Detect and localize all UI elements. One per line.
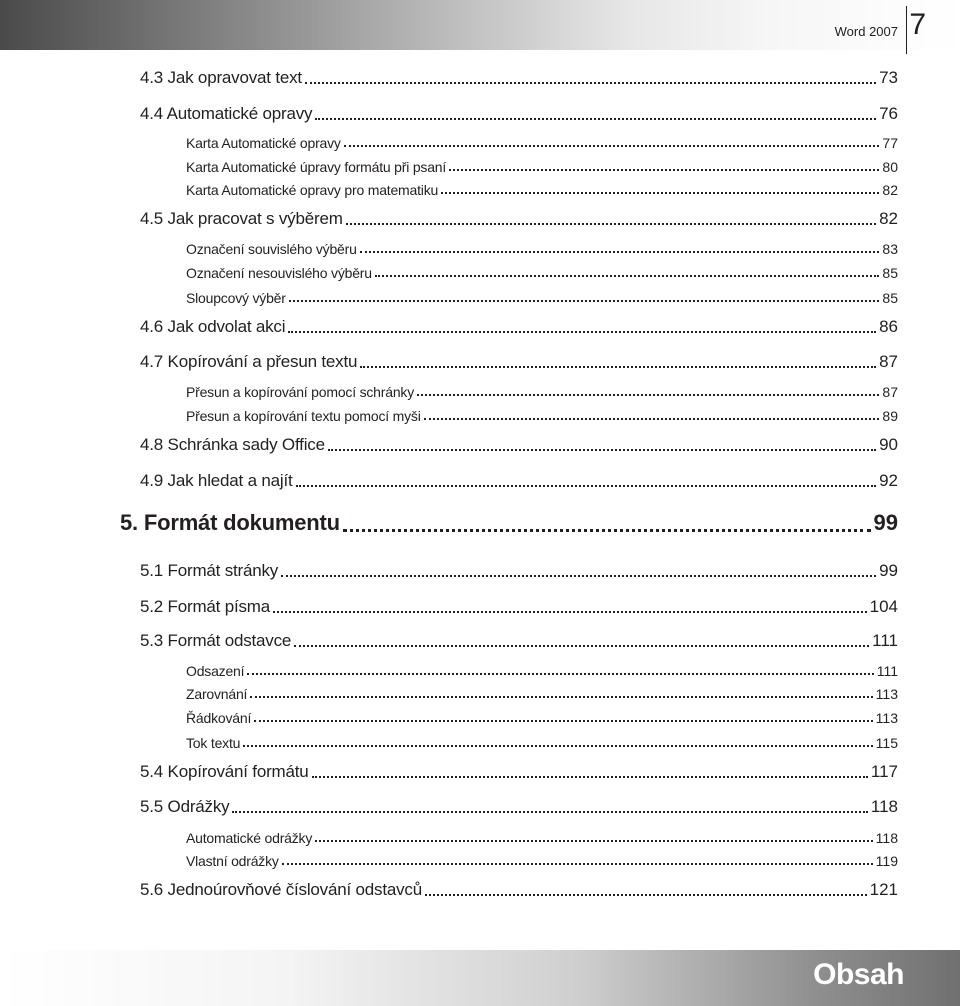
toc-entry[interactable] bbox=[186, 133, 898, 151]
dot-leader bbox=[441, 192, 879, 194]
dot-leader bbox=[281, 575, 876, 577]
toc-entry[interactable] bbox=[140, 795, 898, 817]
toc-entry[interactable] bbox=[140, 207, 898, 229]
toc-entry-title: 4.6 Jak odvolat akci bbox=[140, 317, 286, 336]
dot-leader bbox=[296, 485, 877, 487]
toc-entry[interactable] bbox=[186, 733, 898, 751]
toc-entry-title: 5.6 Jednoúrovňové číslování odstavců bbox=[140, 880, 422, 899]
toc-entry-page: 111 bbox=[872, 631, 898, 650]
toc-entry[interactable] bbox=[140, 878, 898, 900]
toc-entry-title: 5.1 Formát stránky bbox=[140, 561, 279, 580]
running-header-title: Word 2007 bbox=[834, 24, 898, 39]
toc-entry-title: Řádkování bbox=[186, 710, 252, 726]
toc-entry[interactable] bbox=[186, 157, 898, 175]
dot-leader bbox=[417, 394, 879, 396]
dot-leader bbox=[346, 223, 876, 225]
toc-entry-page: 86 bbox=[879, 317, 898, 336]
dot-leader bbox=[449, 169, 879, 171]
toc-entry-title: Karta Automatické úpravy formátu při psaní bbox=[186, 159, 447, 175]
toc-entry-page: 77 bbox=[882, 135, 898, 151]
dot-leader bbox=[375, 275, 880, 277]
toc-entry-page: 83 bbox=[882, 241, 898, 257]
toc-entry-title: 5.5 Odrážky bbox=[140, 797, 230, 816]
toc-entry[interactable] bbox=[186, 288, 898, 306]
toc-entry-page: 85 bbox=[882, 265, 898, 281]
toc-entry[interactable] bbox=[186, 263, 898, 281]
toc-entry-title: Karta Automatické opravy bbox=[186, 135, 341, 151]
dot-leader bbox=[344, 145, 880, 147]
toc-entry[interactable] bbox=[186, 661, 898, 679]
dot-leader bbox=[343, 529, 871, 532]
toc-entry-page: 87 bbox=[879, 352, 898, 371]
toc-entry[interactable] bbox=[140, 595, 898, 617]
toc-entry[interactable] bbox=[140, 629, 898, 651]
toc-entry-page: 118 bbox=[875, 830, 898, 846]
toc-entry-page: 104 bbox=[869, 597, 898, 616]
dot-leader bbox=[305, 82, 876, 84]
dot-leader bbox=[424, 418, 880, 420]
dot-leader bbox=[294, 645, 869, 647]
toc-entry[interactable] bbox=[186, 708, 898, 726]
toc-entry[interactable] bbox=[140, 559, 898, 581]
toc-entry-page: 119 bbox=[875, 853, 898, 869]
dot-leader bbox=[288, 331, 876, 333]
toc-entry-title: 4.9 Jak hledat a najít bbox=[140, 471, 293, 490]
dot-leader bbox=[232, 811, 867, 813]
dot-leader bbox=[243, 745, 872, 747]
dot-leader bbox=[315, 118, 876, 120]
toc-entry-title: Označení souvislého výběru bbox=[186, 241, 357, 257]
toc-entry-title: 5.2 Formát písma bbox=[140, 597, 271, 616]
dot-leader bbox=[360, 251, 880, 253]
toc-entry-page: 82 bbox=[879, 209, 898, 228]
toc-entry[interactable] bbox=[140, 350, 898, 372]
toc-entry-title: 4.4 Automatické opravy bbox=[140, 104, 313, 123]
toc-entry[interactable] bbox=[186, 382, 898, 400]
toc-entry-page: 99 bbox=[873, 510, 898, 535]
toc-entry-title: Karta Automatické opravy pro matematiku bbox=[186, 182, 439, 198]
toc-entry-title: Sloupcový výběr bbox=[186, 290, 286, 306]
toc-entry[interactable] bbox=[140, 469, 898, 491]
toc-entry-title: Vlastní odrážky bbox=[186, 853, 279, 869]
page-number: 7 bbox=[909, 8, 926, 41]
toc-entry-title: 4.8 Schránka sady Office bbox=[140, 435, 325, 454]
dot-leader bbox=[254, 720, 873, 722]
dot-leader bbox=[315, 840, 873, 842]
dot-leader bbox=[247, 673, 873, 675]
toc-entry-title: Automatické odrážky bbox=[186, 830, 313, 846]
toc-entry-page: 113 bbox=[875, 686, 898, 702]
dot-leader bbox=[312, 776, 868, 778]
toc-entry-page: 73 bbox=[879, 68, 898, 87]
toc-entry-title: 5.4 Kopírování formátu bbox=[140, 762, 309, 781]
dot-leader bbox=[282, 863, 873, 865]
toc-entry-title: 4.5 Jak pracovat s výběrem bbox=[140, 209, 343, 228]
toc-entry-title: 5.3 Formát odstavce bbox=[140, 631, 292, 650]
dot-leader bbox=[360, 366, 876, 368]
dot-leader bbox=[328, 449, 876, 451]
toc-entry-page: 89 bbox=[882, 408, 898, 424]
toc-entry-page: 113 bbox=[875, 710, 898, 726]
dot-leader bbox=[273, 611, 867, 613]
toc-entry-page: 76 bbox=[879, 104, 898, 123]
toc-entry[interactable] bbox=[186, 684, 898, 702]
toc-entry-title: 5. Formát dokumentu bbox=[120, 510, 340, 535]
toc-entry[interactable] bbox=[186, 180, 898, 198]
toc-entry[interactable] bbox=[186, 239, 898, 257]
toc-entry-page: 92 bbox=[879, 471, 898, 490]
dot-leader bbox=[425, 894, 867, 896]
toc-entry[interactable] bbox=[186, 828, 898, 846]
toc-entry-title: Přesun a kopírování pomocí schránky bbox=[186, 384, 415, 400]
toc-entry[interactable] bbox=[186, 406, 898, 424]
toc-entry-page: 111 bbox=[876, 663, 898, 679]
toc-entry-page: 99 bbox=[879, 561, 898, 580]
toc-entry-page: 115 bbox=[875, 735, 898, 751]
toc-entry-page: 121 bbox=[869, 880, 898, 899]
toc-entry[interactable] bbox=[140, 102, 898, 124]
toc-entry-title: 4.3 Jak opravovat text bbox=[140, 68, 302, 87]
dot-leader bbox=[289, 300, 880, 302]
toc-entry-page: 82 bbox=[882, 182, 898, 198]
toc-entry-title: Označení nesouvislého výběru bbox=[186, 265, 372, 281]
toc-entry[interactable] bbox=[140, 315, 898, 337]
toc-entry-page: 117 bbox=[870, 762, 898, 781]
dot-leader bbox=[250, 696, 872, 698]
toc-entry-title: Přesun a kopírování textu pomocí myši bbox=[186, 408, 421, 424]
toc-entry-title: Zarovnání bbox=[186, 686, 248, 702]
toc-entry-page: 80 bbox=[882, 159, 898, 175]
toc-entry[interactable] bbox=[140, 66, 898, 88]
toc-entry-title: 4.7 Kopírování a přesun textu bbox=[140, 352, 358, 371]
toc-entry-page: 118 bbox=[870, 797, 898, 816]
toc-entry[interactable] bbox=[120, 508, 898, 536]
toc-entry-page: 85 bbox=[882, 290, 898, 306]
toc-entry[interactable] bbox=[186, 851, 898, 869]
section-label: Obsah bbox=[813, 958, 904, 991]
toc-entry-page: 90 bbox=[879, 435, 898, 454]
toc-entry-page: 87 bbox=[882, 384, 898, 400]
toc-entry-title: Odsazení bbox=[186, 663, 245, 679]
toc-entry[interactable] bbox=[140, 760, 898, 782]
toc-entry[interactable] bbox=[140, 433, 898, 455]
toc-entry-title: Tok textu bbox=[186, 735, 241, 751]
